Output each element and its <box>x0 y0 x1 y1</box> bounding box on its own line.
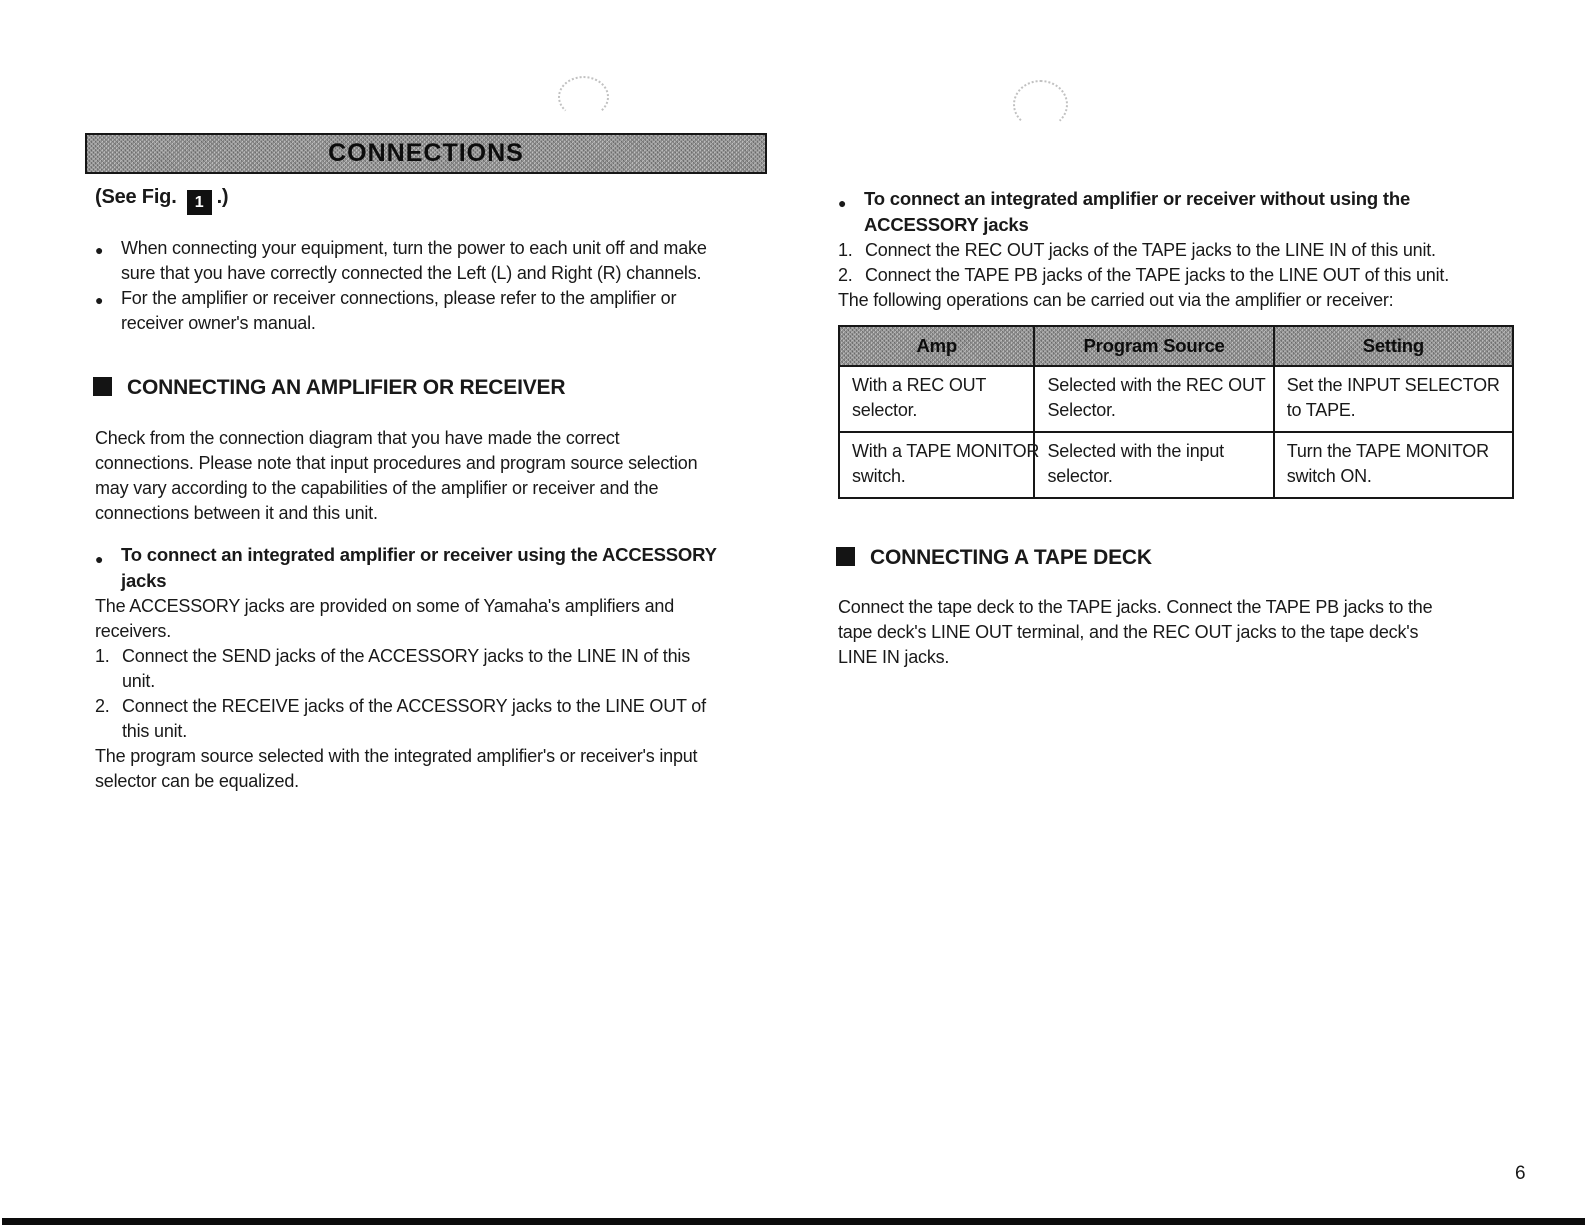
step-text <box>122 644 690 694</box>
subsection-heading <box>95 542 775 594</box>
text-line: The ACCESSORY jacks are provided on some of Yamaha's amplifiers and <box>95 596 675 616</box>
bullet-icon: ● <box>95 292 104 308</box>
amp-operations-table <box>838 325 1514 499</box>
step-number: 2. <box>838 265 853 285</box>
scan-artifact-arc <box>1013 80 1068 129</box>
page-bottom-rule <box>2 1218 1585 1225</box>
text-line: With a REC OUT <box>852 375 987 395</box>
column-header-program-source: Program Source <box>1034 326 1273 366</box>
step-number: 2. <box>95 696 110 716</box>
text-line: To connect an integrated amplifier or receiver without using the <box>864 188 1411 209</box>
bullet-text <box>121 286 676 336</box>
text-line: Turn the TAPE MONITOR <box>1286 441 1489 461</box>
table-row <box>839 432 1513 498</box>
text-line: this unit. <box>122 721 188 741</box>
numbered-step <box>95 694 775 744</box>
section-title-text: CONNECTING AN AMPLIFIER OR RECEIVER <box>127 376 566 399</box>
section-title-tape-deck <box>836 546 1152 570</box>
text-line: tape deck's LINE OUT terminal, and the REC OUT jacks to the tape deck's <box>838 622 1419 642</box>
section-square-icon <box>836 547 855 566</box>
text-line: may vary according to the capabilities of the amplifier or receiver and the <box>95 478 659 498</box>
numbered-step <box>838 238 1528 263</box>
banner-title: CONNECTIONS <box>328 139 524 167</box>
text-line: receiver owner's manual. <box>121 313 316 333</box>
list-item <box>95 236 767 286</box>
text-line: With a TAPE MONITOR <box>852 441 1040 461</box>
text-line: Connect the REC OUT jacks of the TAPE jacks to the LINE IN of this unit. <box>865 240 1436 260</box>
see-fig-prefix: (See Fig. <box>95 186 177 208</box>
text-line: Selector. <box>1047 400 1116 420</box>
text-line: sure that you have correctly connected the Left (L) and Right (R) channels. <box>121 263 702 283</box>
step-text <box>865 238 1436 263</box>
table-cell <box>839 432 1040 498</box>
column-header-amp: Amp <box>839 326 1034 366</box>
accessory-outro <box>95 744 775 794</box>
intro-bullet-list <box>95 236 767 336</box>
text-line: switch. <box>852 466 906 486</box>
text-line: jacks <box>121 570 167 591</box>
see-fig-caption <box>95 186 228 215</box>
text-line: Selected with the input <box>1047 441 1224 461</box>
table-cell <box>1034 432 1273 498</box>
text-line: connections. Please note that input procedures and program source selection <box>95 453 698 473</box>
bullet-icon: ● <box>95 242 104 258</box>
section-title-amplifier <box>93 376 565 400</box>
text-line: Check from the connection diagram that you have made the correct <box>95 428 620 448</box>
text-line: receivers. <box>95 621 172 641</box>
subsection-heading-text <box>121 542 717 594</box>
text-line: connections between it and this unit. <box>95 503 378 523</box>
text-line: For the amplifier or receiver connections, please refer to the amplifier or <box>121 288 677 308</box>
text-line: Connect the RECEIVE jacks of the ACCESSORY jacks to the LINE OUT of <box>122 696 706 716</box>
table-cell <box>839 366 1034 432</box>
text-line: to TAPE. <box>1286 400 1356 420</box>
text-line: Connect the TAPE PB jacks of the TAPE jacks to the LINE OUT of this unit. <box>865 265 1450 285</box>
bullet-icon: ● <box>838 195 847 211</box>
amplifier-section-paragraph <box>95 426 767 526</box>
text-line: LINE IN jacks. <box>838 647 950 667</box>
table-cell <box>1274 366 1513 432</box>
text-line: ACCESSORY jacks <box>864 214 1029 235</box>
accessory-intro <box>95 594 775 644</box>
table-lead-in: The following operations can be carried out via the amplifier or receiver: <box>838 290 1394 310</box>
no-accessory-subsection <box>838 186 1528 313</box>
text-line: Selected with the REC OUT <box>1047 375 1266 395</box>
step-number: 1. <box>95 646 110 666</box>
text-line: Connect the tape deck to the TAPE jacks. Connect the TAPE PB jacks to the <box>838 597 1433 617</box>
numbered-step <box>95 644 775 694</box>
section-square-icon <box>93 377 112 396</box>
text-line: selector. <box>852 400 918 420</box>
list-item <box>95 286 767 336</box>
text-line: selector. <box>1047 466 1113 486</box>
tape-deck-paragraph <box>838 595 1514 670</box>
table-cell <box>1034 366 1273 432</box>
text-line: To connect an integrated amplifier or receiver using the ACCESSORY <box>121 544 717 565</box>
table-row <box>839 366 1513 432</box>
text-line: Set the INPUT SELECTOR <box>1286 375 1500 395</box>
text-line: switch ON. <box>1286 466 1372 486</box>
scan-artifact-arc <box>558 76 609 118</box>
text-line: Connect the SEND jacks of the ACCESSORY jacks to the LINE IN of this <box>122 646 690 666</box>
bullet-icon: ● <box>95 551 104 567</box>
step-text <box>122 694 706 744</box>
step-text <box>865 263 1449 288</box>
figure-number-badge: 1 <box>187 190 212 215</box>
step-number: 1. <box>838 240 853 260</box>
table-cell <box>1274 432 1513 498</box>
subsection-heading <box>838 186 1528 238</box>
connections-banner <box>85 133 767 174</box>
accessory-subsection <box>95 542 775 794</box>
subsection-heading-text <box>864 186 1410 238</box>
text-line: The program source selected with the integrated amplifier's or receiver's input <box>95 746 698 766</box>
column-header-setting: Setting <box>1274 326 1513 366</box>
numbered-step <box>838 263 1528 288</box>
text-line: unit. <box>122 671 156 691</box>
see-fig-suffix: .) <box>216 186 229 208</box>
text-line: When connecting your equipment, turn the power to each unit off and make <box>121 238 707 258</box>
table-header-row <box>839 326 1513 366</box>
bullet-text <box>121 236 707 286</box>
section-title-text: CONNECTING A TAPE DECK <box>870 546 1152 569</box>
page-number: 6 <box>1515 1163 1526 1184</box>
text-line: selector can be equalized. <box>95 771 299 791</box>
